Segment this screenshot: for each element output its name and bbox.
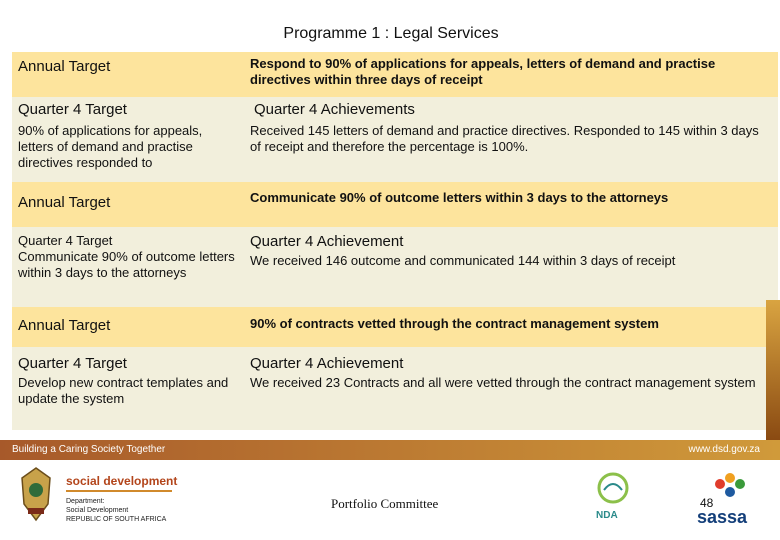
dept-line-1: Department: bbox=[66, 498, 105, 505]
row-annual-target-3 bbox=[12, 307, 778, 347]
annual-target-label: Annual Target bbox=[12, 52, 244, 97]
page-title bbox=[0, 25, 780, 43]
quarter4-target-text: Develop new contract templates and update the system bbox=[18, 375, 229, 406]
annual-target-label: Annual Target bbox=[12, 307, 244, 347]
title-text: Programme 1 : Legal Services bbox=[283, 25, 499, 42]
quarter4-achievement-label: Quarter 4 Achievement bbox=[250, 355, 404, 372]
quarter4-achievement-cell bbox=[244, 347, 778, 430]
page-number: 48 bbox=[700, 496, 714, 510]
quarter4-target-label: Quarter 4 Target bbox=[18, 101, 127, 118]
quarter4-target-text: 90% of applications for appeals, letters of demand and practise directives responded to bbox=[18, 123, 203, 170]
row-annual-target-1 bbox=[12, 52, 778, 97]
annual-target-label: Annual Target bbox=[12, 182, 244, 227]
quarter4-target-text: Communicate 90% of outcome letters within 3 days to the attorneys bbox=[18, 249, 235, 280]
annual-target-text: Respond to 90% of applications for appeals, letters of demand and practise directives within three days of receipt bbox=[244, 52, 778, 97]
legal-services-table bbox=[12, 52, 778, 430]
quarter4-achievement-text: Received 145 letters of demand and practice directives. Responded to 145 within 3 days of receipt and therefore the percentage is 100%. bbox=[250, 123, 759, 154]
quarter4-achievement-cell bbox=[244, 227, 778, 307]
nda-logo-icon bbox=[586, 466, 640, 538]
brand-divider bbox=[66, 490, 172, 492]
dept-line-2: Social Development bbox=[66, 507, 129, 514]
row-annual-target-2 bbox=[12, 182, 778, 227]
quarter4-target-cell bbox=[12, 97, 244, 182]
nda-label: NDA bbox=[596, 510, 618, 521]
footer-band bbox=[0, 440, 780, 460]
quarter4-target-cell bbox=[12, 347, 244, 430]
quarter4-target-cell bbox=[12, 227, 244, 307]
quarter4-target-label: Quarter 4 Target bbox=[18, 355, 127, 372]
coat-of-arms-icon bbox=[14, 464, 58, 524]
brand-name: social development bbox=[66, 474, 178, 488]
sassa-label: sassa bbox=[697, 507, 748, 527]
quarter4-target-label: Quarter 4 Target bbox=[18, 233, 113, 248]
quarter4-achievement-label: Quarter 4 Achievement bbox=[250, 233, 404, 250]
quarter4-achievement-text: We received 23 Contracts and all were vetted through the contract management system bbox=[250, 375, 756, 390]
department-block bbox=[66, 497, 166, 524]
quarter4-achievement-cell bbox=[244, 97, 778, 182]
decorative-side-strip bbox=[766, 300, 780, 440]
dept-line-3: REPUBLIC OF SOUTH AFRICA bbox=[66, 516, 167, 523]
annual-target-text: Communicate 90% of outcome letters within 3 days to the attorneys bbox=[244, 182, 778, 227]
quarter4-achievement-text: We received 146 outcome and communicated 144 within 3 days of receipt bbox=[250, 253, 676, 268]
annual-target-text: 90% of contracts vetted through the contract management system bbox=[244, 307, 778, 347]
footer bbox=[0, 460, 780, 540]
quarter4-achievement-label: Quarter 4 Achievements bbox=[254, 101, 415, 118]
row-quarter4-1 bbox=[12, 97, 778, 182]
row-quarter4-2 bbox=[12, 227, 778, 307]
row-quarter4-3 bbox=[12, 347, 778, 430]
portfolio-committee-label: Portfolio Committee bbox=[331, 496, 439, 511]
website: www.dsd.gov.za bbox=[688, 444, 760, 455]
slogan: Building a Caring Society Together bbox=[12, 444, 166, 455]
